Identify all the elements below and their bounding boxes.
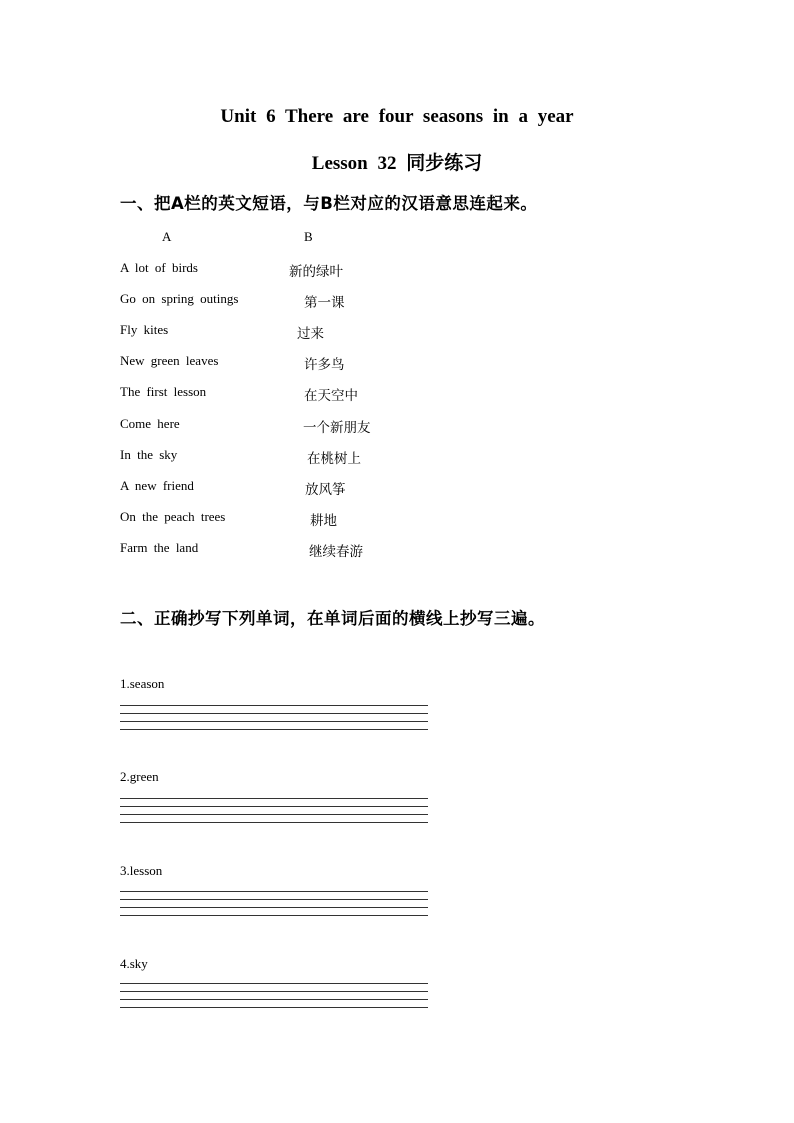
chinese-phrase: 放风筝 [305, 482, 346, 498]
copy-word-label: 2.green [120, 769, 159, 784]
english-phrase: The first lesson [120, 384, 207, 399]
chinese-phrase: 新的绿叶 [289, 264, 343, 280]
writing-lines[interactable] [120, 798, 428, 824]
writing-line [120, 899, 428, 900]
writing-line [120, 822, 428, 823]
chinese-phrase: 继续春游 [309, 544, 363, 560]
section-2-heading: 二、正确抄写下列单词，在单词后面的横线上抄写三遍。 [120, 609, 545, 628]
chinese-phrase: 一个新朋友 [303, 420, 371, 436]
copy-word-label: 3.lesson [120, 863, 163, 878]
matching-row [0, 353, 794, 373]
matching-row [0, 322, 794, 342]
matching-row [0, 291, 794, 311]
writing-line [120, 891, 428, 892]
english-phrase: A new friend [120, 478, 194, 493]
writing-line [120, 814, 428, 815]
chinese-phrase: 许多鸟 [304, 357, 345, 373]
matching-row [0, 509, 794, 529]
writing-line [120, 991, 428, 992]
copy-word-label: 1.season [120, 676, 165, 691]
writing-lines[interactable] [120, 891, 428, 917]
english-phrase: Come here [120, 416, 180, 431]
chinese-phrase: 第一课 [304, 295, 345, 311]
section-1-heading: 一、把A栏的英文短语，与B栏对应的汉语意思连起来。 [120, 194, 538, 213]
english-phrase: Farm the land [120, 540, 199, 555]
writing-line [120, 983, 428, 984]
writing-line [120, 915, 428, 916]
matching-row [0, 478, 794, 498]
column-b-label: B [304, 229, 313, 244]
chinese-phrase: 在桃树上 [307, 451, 361, 467]
writing-line [120, 729, 428, 730]
chinese-phrase: 耕地 [310, 513, 337, 529]
writing-lines[interactable] [120, 983, 428, 1009]
english-phrase: New green leaves [120, 353, 219, 368]
writing-line [120, 798, 428, 799]
matching-row [0, 447, 794, 467]
matching-row [0, 384, 794, 404]
writing-line [120, 999, 428, 1000]
writing-line [120, 1007, 428, 1008]
matching-row [0, 540, 794, 560]
lesson-subtitle: Lesson 32 同步练习 [311, 153, 483, 174]
english-phrase: On the peach trees [120, 509, 226, 524]
english-phrase: In the sky [120, 447, 178, 462]
matching-row [0, 260, 794, 280]
writing-line [120, 705, 428, 706]
english-phrase: A lot of birds [120, 260, 198, 275]
writing-line [120, 721, 428, 722]
writing-lines[interactable] [120, 705, 428, 731]
writing-line [120, 806, 428, 807]
english-phrase: Go on spring outings [120, 291, 239, 306]
writing-line [120, 907, 428, 908]
chinese-phrase: 在天空中 [304, 388, 358, 404]
english-phrase: Fly kites [120, 322, 169, 337]
copy-word-label: 4.sky [120, 956, 148, 971]
chinese-phrase: 过来 [297, 326, 324, 342]
writing-line [120, 713, 428, 714]
column-a-label: A [162, 229, 172, 244]
worksheet-title: Unit 6 There are four seasons in a year [220, 106, 574, 127]
matching-row [0, 416, 794, 436]
